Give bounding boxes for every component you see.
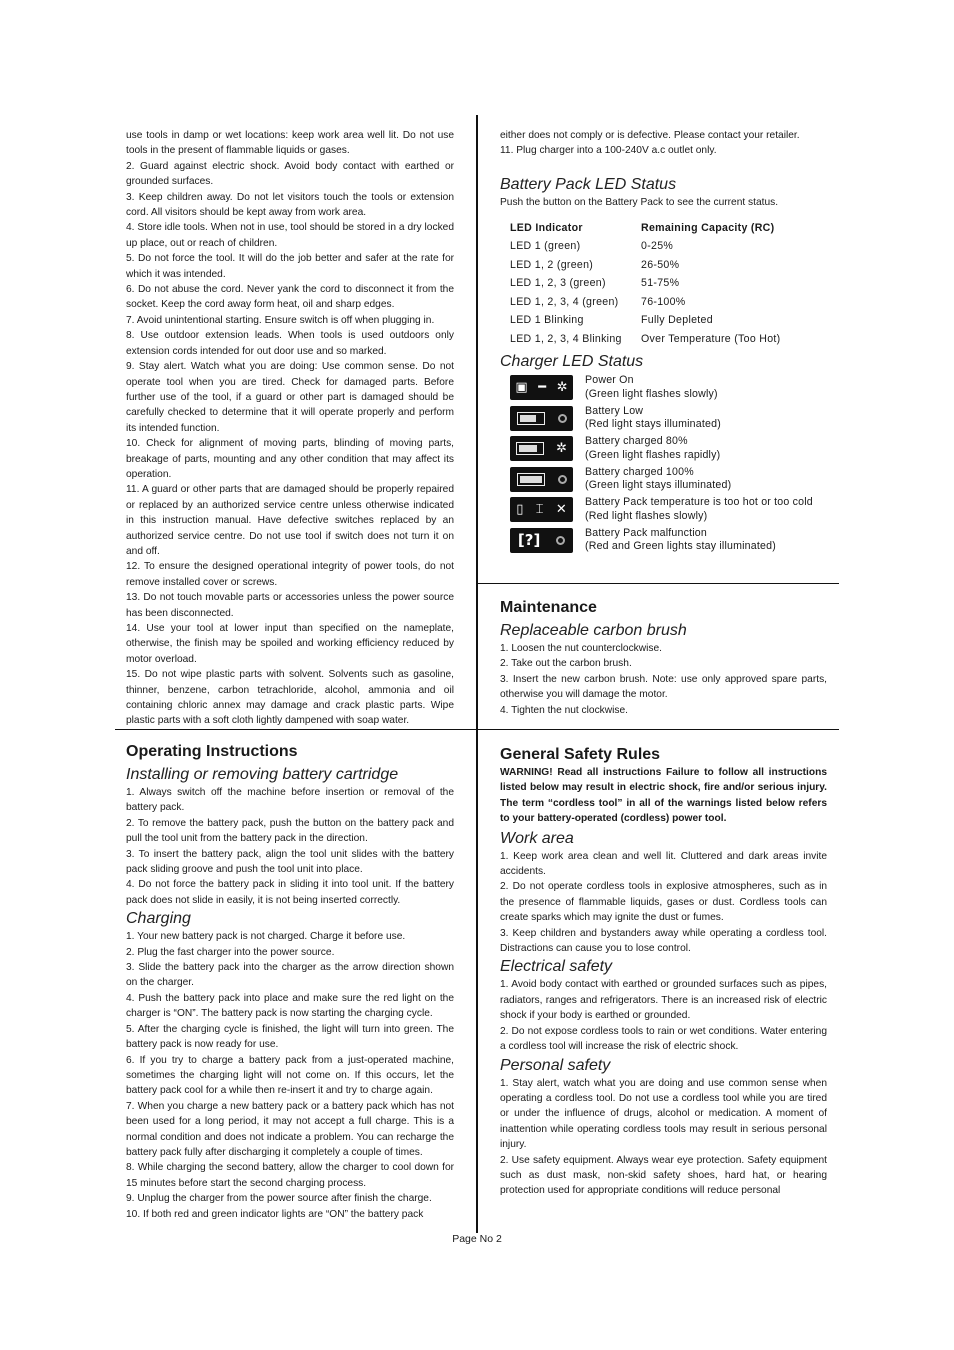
table-cell: Over Temperature (Too Hot) (641, 333, 781, 346)
battery-low-icon (510, 406, 573, 431)
charger-status-detail: (Red light stays illuminated) (585, 418, 721, 431)
charging-heading: Charging (126, 910, 191, 928)
table-cell: LED 1, 2, 3 (green) (510, 277, 606, 290)
power-on-icon: ▣ ━ ✲ (510, 375, 573, 400)
charger-row-text (585, 527, 826, 554)
paragraph: 1. Your new battery pack is not charged. Charge it before use. (126, 931, 406, 943)
paragraph: 2. Take out the carbon brush. (500, 658, 632, 670)
paragraph: 2. To remove the battery pack, push the button on the battery pack and pull the tool unit from the battery pack in the direction. (126, 817, 454, 845)
table-cell: 26-50% (641, 258, 680, 271)
paragraph: 5. Do not force the tool. It will do the job better and safer at the rate for which it was intended. (126, 253, 454, 280)
paragraph: use tools in damp or wet locations: keep work area well lit. Do not use tools in the present of flammable liquids or gases. (126, 130, 454, 157)
paragraph: 3. Slide the battery pack into the charger as the arrow direction shown on the charger. (126, 962, 454, 989)
paragraph: 14. Use your tool at lower input than specified on the nameplate, otherwise, the finish may be spoiled and working efficiency reduced by motor overload. (126, 623, 454, 665)
battery-100-icon (510, 467, 573, 492)
paragraph: 10. Check for alignment of moving parts, blinding of moving parts, breakage of parts, mounting and any other condition that may affect its operation. (126, 438, 454, 480)
table-cell: LED 1, 2, 3, 4 Blinking (510, 333, 622, 346)
charger-status-label: Power On (585, 374, 634, 387)
charger-status-detail: (Green light flashes slowly) (585, 387, 718, 400)
paragraph: 2. Do not expose cordless tools to rain or wet conditions. Water entering a cordless tool will increase the risk of electric shock. (500, 1025, 827, 1053)
carbon-brush-heading: Replaceable carbon brush (500, 622, 687, 639)
paragraph: 1. Stay alert, watch what you are doing and use common sense when operating a cordless tool. Do not use a cordless tool while you are tired or under the influence of drugs, alcohol or medication. A moment of inattention while operating cordless tools may result in serious personal injury. (500, 1077, 827, 1151)
battery-led-intro: Push the button on the Battery Pack to see the current status. (500, 196, 779, 208)
left-top-text (126, 128, 454, 729)
paragraph: 7. Avoid unintentional starting. Ensure switch is off when plugging in. (126, 314, 435, 326)
table-cell: LED 1 Blinking (510, 314, 584, 327)
paragraph: 7. When you charge a new battery pack or a battery pack which has not been used for a long period, it may not accept a full charge. This is a normal condition and does not indicate a problem. You can recharge the battery pack fully after discharging it completely a couple of times. (126, 1100, 454, 1158)
section-divider-left (115, 729, 477, 730)
table-cell: LED 1 (green) (510, 240, 581, 253)
charger-row-text (585, 405, 826, 432)
paragraph: 9. Stay alert. Watch what you are doing: Use common sense. Do not operate tool when you are tired. Check for damaged parts. Before further use of the tool, if a guard or other part is damaged should be carefully checked to determine that it will operate properly and perform its intended function. (126, 361, 454, 434)
charger-row (500, 494, 827, 525)
charger-status-label: Battery Low (585, 404, 644, 417)
charger-status-label: Battery Pack malfunction (585, 526, 707, 539)
paragraph: 4. Push the battery pack into place and make sure the red light on the charger is “ON”. The battery pack is now starting the charging cycle. (126, 992, 454, 1020)
table-cell: 0-25% (641, 240, 674, 253)
maintenance-section (500, 598, 827, 718)
paragraph: 5. After the charging cycle is finished, the light will turn into green. The battery pack is now ready for use. (126, 1023, 454, 1051)
operating-section (126, 742, 454, 1222)
table-cell: LED 1, 2 (green) (510, 258, 594, 271)
paragraph: 12. To ensure the designed operational integrity of power tools, do not remove installed cover or screws. (126, 561, 454, 588)
paragraph: 2. Use safety equipment. Always wear eye protection. Safety equipment such as dust mask, non-skid safety shoes, hard hat, or hearing protection used for appropriate conditions will reduce personal (500, 1154, 827, 1197)
paragraph: 11. Plug charger into a 100-240V a.c outlet only. (500, 145, 717, 157)
electrical-safety-heading: Electrical safety (500, 958, 613, 976)
safety-title: General Safety Rules (500, 746, 661, 763)
section-divider-right-lower (478, 729, 839, 730)
charger-row (500, 525, 827, 556)
table-row (510, 255, 781, 274)
charger-status-label: Battery Pack temperature is too hot or too cold (585, 496, 813, 509)
column-divider (476, 115, 478, 1233)
battery-led-heading: Battery Pack LED Status (500, 175, 677, 193)
table-row (510, 330, 781, 349)
operating-title: Operating Instructions (126, 743, 298, 760)
paragraph: either does not comply or is defective. Please contact your retailer. (500, 130, 800, 141)
paragraph: 1. Avoid body contact with earthed or grounded surfaces such as pipes, radiators, ranges and refrigerators. There is an increased risk of electric shock if your body is earthed or grounded. (500, 979, 827, 1022)
paragraph: 8. While charging the second battery, allow the charger to cool down for 15 minutes before start the second charging process. (126, 1162, 454, 1189)
personal-safety-heading: Personal safety (500, 1056, 611, 1074)
work-area-heading: Work area (500, 829, 574, 847)
battery-malfunction-icon: [?] (510, 528, 573, 553)
right-top-section (500, 128, 827, 555)
charger-status-detail: (Green light stays illuminated) (585, 479, 732, 492)
table-cell: LED 1, 2, 3, 4 (green) (510, 295, 619, 308)
paragraph: 2. Guard against electric shock. Avoid body contact with earthed or grounded surfaces. (126, 160, 454, 188)
charger-row (500, 403, 827, 434)
paragraph: 2. Do not operate cordless tools in explosive atmospheres, such as in the presence of flammable liquids, gases or dust. Cordless tools can create sparks which may ignite the dust or fumes. (500, 881, 827, 924)
charger-status-detail: (Red and Green lights stay illuminated) (585, 540, 776, 553)
section-divider-right-upper (478, 583, 839, 584)
paragraph: 9. Unplug the charger from the power source after finish the charge. (126, 1193, 432, 1205)
battery-led-table (510, 218, 781, 348)
table-cell: 51-75% (641, 277, 680, 290)
table-row (510, 237, 781, 256)
paragraph: 6. Do not abuse the cord. Never yank the cord to disconnect it from the socket. Keep the cord away form heat, oil and sharp edges. (126, 284, 454, 311)
paragraph: 3. To insert the battery pack, align the tool unit slides with the battery pack sliding groove and push the tool unit into place. (126, 848, 454, 876)
paragraph: 15. Do not wipe plastic parts with solvent. Solvents such as gasoline, thinner, benzene, carbon tetrachloride, alcohol, ammonia and oil containing chloric annex may damage and crack plastic parts. Wipe plastic parts with a soft cloth lightly dampened with soap water. (126, 669, 454, 727)
paragraph: 11. A guard or other parts that are damaged should be properly repaired or replaced by an authorized service centre unless otherwise indicated in this instruction manual. Have defective switches replaced by an authorized service centre. Do not use tool if switch does not turn it on and off. (126, 484, 454, 557)
paragraph: 4. Do not force the battery pack in sliding it into tool unit. If the battery pack does not slide in easily, it is not being inserted correctly. (126, 879, 454, 906)
paragraph: 1. Loosen the nut counterclockwise. (500, 643, 662, 654)
charger-led-heading: Charger LED Status (500, 353, 644, 371)
table-row (510, 293, 781, 312)
table-header-row (510, 218, 781, 237)
warning-text: WARNING! Read all instructions Failure to follow all instructions listed below may result in electric shock, fire and/or serious injury. The term “cordless tool” in all of the warnings listed below refers to your battery-operated (cordless) power tool. (500, 767, 827, 825)
battery-cartridge-heading: Installing or removing battery cartridge (126, 766, 399, 783)
charger-status-detail: (Green light flashes rapidly) (585, 448, 721, 461)
charger-row (500, 433, 827, 464)
charger-row-text (585, 435, 826, 462)
paragraph: 10. If both red and green indicator lights are “ON” the battery pack (126, 1208, 424, 1220)
paragraph: 3. Keep children and bystanders away while operating a cordless tool. Distractions can cause you to lose control. (500, 927, 827, 955)
paragraph: 13. Do not touch movable parts or accessories unless the power source has been disconnected. (126, 592, 454, 619)
charger-status-label: Battery charged 80% (585, 435, 688, 448)
table-header-cell: Remaining Capacity (RC) (641, 221, 775, 234)
paragraph: 1. Always switch off the machine before insertion or removal of the battery pack. (126, 787, 454, 814)
charger-row (500, 372, 827, 403)
battery-80-icon: ✲ (510, 436, 573, 461)
safety-section (500, 745, 827, 1199)
charger-row (500, 464, 827, 495)
battery-hot-icon: ▯ ⌶ ✕ (510, 497, 573, 522)
charger-row-text (585, 466, 826, 493)
paragraph: 3. Insert the new carbon brush. Note: use only approved spare parts, otherwise you will damage the motor. (500, 673, 827, 701)
table-row (510, 311, 781, 330)
charger-row-text (585, 374, 826, 401)
paragraph: 4. Tighten the nut clockwise. (500, 704, 628, 716)
table-row (510, 274, 781, 293)
table-cell: 76-100% (641, 295, 686, 308)
table-cell: Fully Depleted (641, 314, 713, 327)
page-number: Page No 2 (452, 1233, 502, 1245)
charger-status-label: Battery charged 100% (585, 465, 694, 478)
paragraph: 8. Use outdoor extension leads. When tools is used outdoors only extension cords intended for out door use and so marked. (126, 330, 454, 357)
table-header-cell: LED Indicator (510, 221, 583, 234)
paragraph: 6. If you try to charge a battery pack from a just-operated machine, sometimes the charging light will not come on. If this occurs, let the battery pack cool for a while then re-insert it and try to charge again. (126, 1054, 454, 1097)
charger-status-detail: (Red light flashes slowly) (585, 509, 708, 522)
paragraph: 2. Plug the fast charger into the power source. (126, 946, 335, 958)
maintenance-title: Maintenance (500, 599, 597, 616)
paragraph: 4. Store idle tools. When not in use, tool should be stored in a dry locked up place, out or reach of children. (126, 222, 454, 249)
charger-row-text (585, 496, 826, 523)
paragraph: 3. Keep children away. Do not let visitors touch the tools or extension cord. All visitors should be kept away from work area. (126, 191, 454, 219)
paragraph: 1. Keep work area clean and well lit. Cluttered and dark areas invite accidents. (500, 850, 827, 878)
